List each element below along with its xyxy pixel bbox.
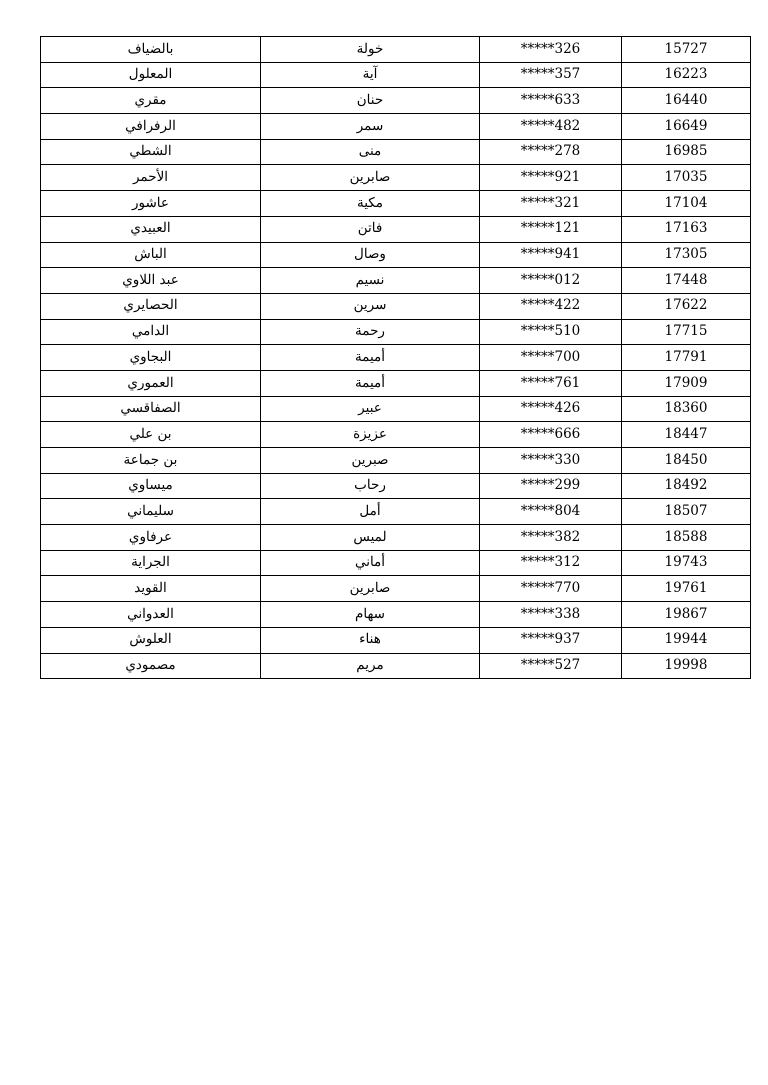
surname-cell: الحصايري xyxy=(41,293,261,319)
registration-number-cell: 19944 xyxy=(622,627,751,653)
registration-number-cell: 17622 xyxy=(622,293,751,319)
first-name-cell: سمر xyxy=(261,114,480,140)
surname-cell: عاشور xyxy=(41,191,261,217)
surname-cell: الدامي xyxy=(41,319,261,345)
id-number-cell: *****299 xyxy=(480,473,622,499)
candidates-table-body xyxy=(41,37,751,679)
surname-cell: عرفاوي xyxy=(41,525,261,551)
registration-number-cell: 17448 xyxy=(622,268,751,294)
registration-number-cell: 19761 xyxy=(622,576,751,602)
table-row xyxy=(41,653,751,679)
first-name-cell: عزيزة xyxy=(261,422,480,448)
id-number-cell: *****633 xyxy=(480,88,622,114)
id-number-cell: *****357 xyxy=(480,62,622,88)
table-row xyxy=(41,473,751,499)
surname-cell: العلوش xyxy=(41,627,261,653)
surname-cell: الأحمر xyxy=(41,165,261,191)
first-name-cell: منى xyxy=(261,139,480,165)
id-number-cell: *****422 xyxy=(480,293,622,319)
id-number-cell: *****937 xyxy=(480,627,622,653)
id-number-cell: *****527 xyxy=(480,653,622,679)
id-number-cell: *****921 xyxy=(480,165,622,191)
registration-number-cell: 17715 xyxy=(622,319,751,345)
surname-cell: مقري xyxy=(41,88,261,114)
id-number-cell: *****761 xyxy=(480,370,622,396)
id-number-cell: *****700 xyxy=(480,345,622,371)
id-number-cell: *****510 xyxy=(480,319,622,345)
first-name-cell: مكية xyxy=(261,191,480,217)
registration-number-cell: 18360 xyxy=(622,396,751,422)
table-row xyxy=(41,216,751,242)
id-number-cell: *****770 xyxy=(480,576,622,602)
table-row xyxy=(41,499,751,525)
id-number-cell: *****312 xyxy=(480,550,622,576)
surname-cell: مصمودي xyxy=(41,653,261,679)
first-name-cell: نسيم xyxy=(261,268,480,294)
surname-cell: بالضياف xyxy=(41,37,261,63)
registration-number-cell: 18507 xyxy=(622,499,751,525)
surname-cell: البجاوي xyxy=(41,345,261,371)
id-number-cell: *****666 xyxy=(480,422,622,448)
first-name-cell: سهام xyxy=(261,602,480,628)
table-row xyxy=(41,268,751,294)
table-row xyxy=(41,345,751,371)
registration-number-cell: 17163 xyxy=(622,216,751,242)
surname-cell: العموري xyxy=(41,370,261,396)
id-number-cell: *****321 xyxy=(480,191,622,217)
first-name-cell: لميس xyxy=(261,525,480,551)
surname-cell: الصفاقسي xyxy=(41,396,261,422)
surname-cell: سليماني xyxy=(41,499,261,525)
first-name-cell: رحمة xyxy=(261,319,480,345)
table-row xyxy=(41,448,751,474)
surname-cell: القويد xyxy=(41,576,261,602)
id-number-cell: *****012 xyxy=(480,268,622,294)
first-name-cell: خولة xyxy=(261,37,480,63)
first-name-cell: وصال xyxy=(261,242,480,268)
table-row xyxy=(41,602,751,628)
first-name-cell: آية xyxy=(261,62,480,88)
id-number-cell: *****121 xyxy=(480,216,622,242)
id-number-cell: *****338 xyxy=(480,602,622,628)
table-row xyxy=(41,627,751,653)
registration-number-cell: 16649 xyxy=(622,114,751,140)
first-name-cell: أماني xyxy=(261,550,480,576)
table-row xyxy=(41,191,751,217)
id-number-cell: *****941 xyxy=(480,242,622,268)
surname-cell: العدواني xyxy=(41,602,261,628)
registration-number-cell: 18450 xyxy=(622,448,751,474)
surname-cell: العبيدي xyxy=(41,216,261,242)
candidates-table xyxy=(40,36,751,679)
first-name-cell: أمل xyxy=(261,499,480,525)
id-number-cell: *****326 xyxy=(480,37,622,63)
registration-number-cell: 17305 xyxy=(622,242,751,268)
table-row xyxy=(41,550,751,576)
table-row xyxy=(41,114,751,140)
table-row xyxy=(41,396,751,422)
id-number-cell: *****482 xyxy=(480,114,622,140)
registration-number-cell: 17909 xyxy=(622,370,751,396)
registration-number-cell: 19867 xyxy=(622,602,751,628)
registration-number-cell: 17035 xyxy=(622,165,751,191)
registration-number-cell: 18588 xyxy=(622,525,751,551)
id-number-cell: *****804 xyxy=(480,499,622,525)
id-number-cell: *****278 xyxy=(480,139,622,165)
surname-cell: المعلول xyxy=(41,62,261,88)
surname-cell: بن جماعة xyxy=(41,448,261,474)
first-name-cell: صابرين xyxy=(261,165,480,191)
table-row xyxy=(41,37,751,63)
table-row xyxy=(41,88,751,114)
first-name-cell: أميمة xyxy=(261,370,480,396)
surname-cell: الباش xyxy=(41,242,261,268)
table-row xyxy=(41,576,751,602)
id-number-cell: *****426 xyxy=(480,396,622,422)
registration-number-cell: 19743 xyxy=(622,550,751,576)
first-name-cell: سرين xyxy=(261,293,480,319)
surname-cell: الجراية xyxy=(41,550,261,576)
id-number-cell: *****382 xyxy=(480,525,622,551)
first-name-cell: هناء xyxy=(261,627,480,653)
table-row xyxy=(41,293,751,319)
surname-cell: عبد اللاوي xyxy=(41,268,261,294)
first-name-cell: مريم xyxy=(261,653,480,679)
registration-number-cell: 18492 xyxy=(622,473,751,499)
registration-number-cell: 17791 xyxy=(622,345,751,371)
first-name-cell: رحاب xyxy=(261,473,480,499)
first-name-cell: صابرين xyxy=(261,576,480,602)
surname-cell: الرفرافي xyxy=(41,114,261,140)
registration-number-cell: 16223 xyxy=(622,62,751,88)
table-row xyxy=(41,422,751,448)
table-row xyxy=(41,165,751,191)
registration-number-cell: 15727 xyxy=(622,37,751,63)
first-name-cell: حنان xyxy=(261,88,480,114)
registration-number-cell: 18447 xyxy=(622,422,751,448)
registration-number-cell: 16985 xyxy=(622,139,751,165)
registration-number-cell: 17104 xyxy=(622,191,751,217)
table-row xyxy=(41,62,751,88)
table-row xyxy=(41,139,751,165)
surname-cell: بن علي xyxy=(41,422,261,448)
first-name-cell: صبرين xyxy=(261,448,480,474)
first-name-cell: عبير xyxy=(261,396,480,422)
table-row xyxy=(41,242,751,268)
first-name-cell: أميمة xyxy=(261,345,480,371)
table-row xyxy=(41,319,751,345)
table-row xyxy=(41,370,751,396)
table-row xyxy=(41,525,751,551)
surname-cell: الشطي xyxy=(41,139,261,165)
registration-number-cell: 16440 xyxy=(622,88,751,114)
id-number-cell: *****330 xyxy=(480,448,622,474)
registration-number-cell: 19998 xyxy=(622,653,751,679)
surname-cell: ميساوي xyxy=(41,473,261,499)
first-name-cell: فاتن xyxy=(261,216,480,242)
